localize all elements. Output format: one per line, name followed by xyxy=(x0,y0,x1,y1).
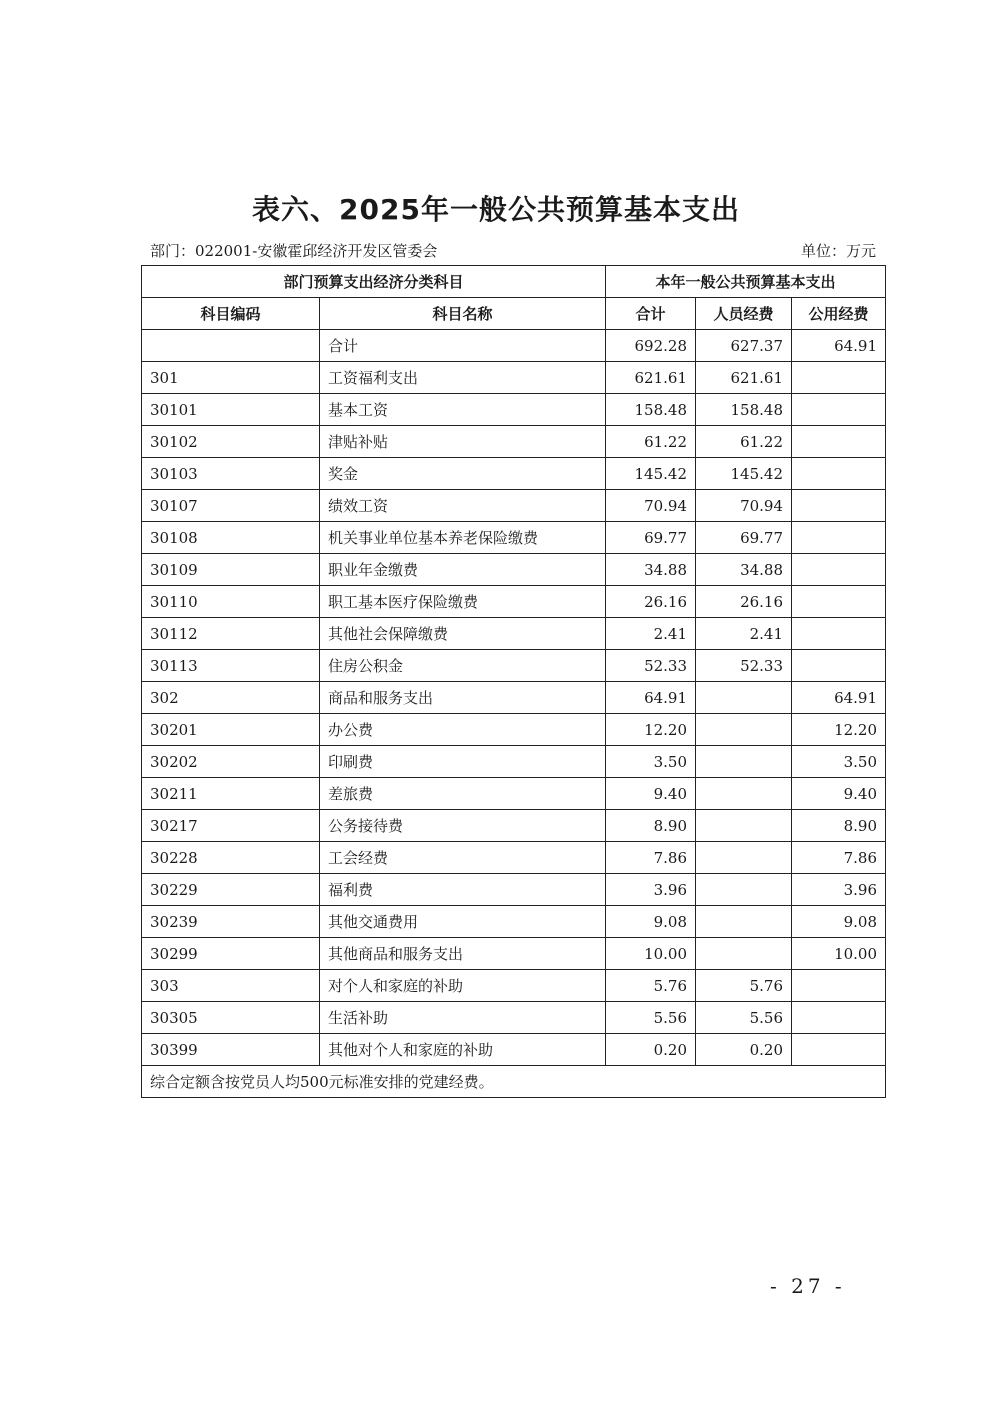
table-row xyxy=(142,1002,886,1034)
public-cell xyxy=(792,426,886,458)
name-cell: 基本工资 xyxy=(320,394,606,426)
public-cell xyxy=(792,490,886,522)
name-cell: 生活补助 xyxy=(320,1002,606,1034)
public-cell: 9.40 xyxy=(792,778,886,810)
table-row xyxy=(142,778,886,810)
code-cell: 30228 xyxy=(142,842,320,874)
public-cell xyxy=(792,458,886,490)
personnel-cell: 158.48 xyxy=(696,394,792,426)
name-cell: 公务接待费 xyxy=(320,810,606,842)
total-cell: 3.50 xyxy=(606,746,696,778)
personnel-cell: 70.94 xyxy=(696,490,792,522)
public-cell xyxy=(792,522,886,554)
code-cell: 30305 xyxy=(142,1002,320,1034)
name-cell: 奖金 xyxy=(320,458,606,490)
code-cell: 30399 xyxy=(142,1034,320,1066)
code-cell: 30211 xyxy=(142,778,320,810)
total-cell: 12.20 xyxy=(606,714,696,746)
total-cell: 9.40 xyxy=(606,778,696,810)
public-cell: 7.86 xyxy=(792,842,886,874)
personnel-cell: 621.61 xyxy=(696,362,792,394)
personnel-cell: 26.16 xyxy=(696,586,792,618)
note-row xyxy=(142,1066,886,1098)
public-cell: 8.90 xyxy=(792,810,886,842)
total-cell: 5.76 xyxy=(606,970,696,1002)
table-row xyxy=(142,650,886,682)
total-cell: 145.42 xyxy=(606,458,696,490)
total-cell: 64.91 xyxy=(606,682,696,714)
table-row xyxy=(142,362,886,394)
table-row xyxy=(142,458,886,490)
header-classification: 部门预算支出经济分类科目 xyxy=(142,266,606,298)
personnel-cell: 5.76 xyxy=(696,970,792,1002)
total-cell: 52.33 xyxy=(606,650,696,682)
public-cell: 3.96 xyxy=(792,874,886,906)
code-cell: 302 xyxy=(142,682,320,714)
public-cell xyxy=(792,586,886,618)
table-row xyxy=(142,938,886,970)
department-label: 部门：022001-安徽霍邱经济开发区管委会 xyxy=(150,242,438,260)
code-cell: 30103 xyxy=(142,458,320,490)
personnel-cell xyxy=(696,842,792,874)
header-column-row xyxy=(142,298,886,330)
name-cell: 合计 xyxy=(320,330,606,362)
total-cell: 34.88 xyxy=(606,554,696,586)
table-meta xyxy=(150,240,876,261)
code-cell: 30202 xyxy=(142,746,320,778)
total-cell: 70.94 xyxy=(606,490,696,522)
code-cell: 30101 xyxy=(142,394,320,426)
header-personnel: 人员经费 xyxy=(696,298,792,330)
name-cell: 对个人和家庭的补助 xyxy=(320,970,606,1002)
code-cell: 30102 xyxy=(142,426,320,458)
name-cell: 住房公积金 xyxy=(320,650,606,682)
total-cell: 8.90 xyxy=(606,810,696,842)
table-row xyxy=(142,522,886,554)
table-row xyxy=(142,554,886,586)
code-cell: 30201 xyxy=(142,714,320,746)
name-cell: 福利费 xyxy=(320,874,606,906)
name-cell: 工资福利支出 xyxy=(320,362,606,394)
personnel-cell: 34.88 xyxy=(696,554,792,586)
personnel-cell xyxy=(696,778,792,810)
public-cell xyxy=(792,1034,886,1066)
name-cell: 其他社会保障缴费 xyxy=(320,618,606,650)
total-cell: 26.16 xyxy=(606,586,696,618)
public-cell: 12.20 xyxy=(792,714,886,746)
personnel-cell: 52.33 xyxy=(696,650,792,682)
total-cell: 69.77 xyxy=(606,522,696,554)
name-cell: 商品和服务支出 xyxy=(320,682,606,714)
public-cell: 64.91 xyxy=(792,682,886,714)
code-cell: 30107 xyxy=(142,490,320,522)
personnel-cell xyxy=(696,874,792,906)
table-row xyxy=(142,970,886,1002)
code-cell: 30109 xyxy=(142,554,320,586)
total-cell: 61.22 xyxy=(606,426,696,458)
name-cell: 职工基本医疗保险缴费 xyxy=(320,586,606,618)
table-row xyxy=(142,586,886,618)
code-cell: 30229 xyxy=(142,874,320,906)
code-cell: 30239 xyxy=(142,906,320,938)
header-total: 合计 xyxy=(606,298,696,330)
page-number: - 27 - xyxy=(770,1274,846,1298)
table-row xyxy=(142,842,886,874)
name-cell: 其他对个人和家庭的补助 xyxy=(320,1034,606,1066)
personnel-cell xyxy=(696,682,792,714)
name-cell: 办公费 xyxy=(320,714,606,746)
personnel-cell: 5.56 xyxy=(696,1002,792,1034)
public-cell xyxy=(792,970,886,1002)
public-cell: 9.08 xyxy=(792,906,886,938)
public-cell: 3.50 xyxy=(792,746,886,778)
public-cell: 64.91 xyxy=(792,330,886,362)
personnel-cell xyxy=(696,746,792,778)
table-row xyxy=(142,426,886,458)
code-cell: 30113 xyxy=(142,650,320,682)
personnel-cell xyxy=(696,938,792,970)
code-cell xyxy=(142,330,320,362)
table-body xyxy=(142,330,886,1066)
public-cell xyxy=(792,554,886,586)
personnel-cell: 2.41 xyxy=(696,618,792,650)
table-row xyxy=(142,330,886,362)
personnel-cell xyxy=(696,906,792,938)
table-row xyxy=(142,394,886,426)
table-row xyxy=(142,746,886,778)
total-cell: 7.86 xyxy=(606,842,696,874)
personnel-cell: 69.77 xyxy=(696,522,792,554)
header-group-row xyxy=(142,266,886,298)
table-row xyxy=(142,874,886,906)
public-cell xyxy=(792,650,886,682)
total-cell: 0.20 xyxy=(606,1034,696,1066)
total-cell: 621.61 xyxy=(606,362,696,394)
code-cell: 301 xyxy=(142,362,320,394)
code-cell: 30112 xyxy=(142,618,320,650)
table-row xyxy=(142,490,886,522)
table-row xyxy=(142,810,886,842)
table-row xyxy=(142,1034,886,1066)
total-cell: 692.28 xyxy=(606,330,696,362)
header-public: 公用经费 xyxy=(792,298,886,330)
table-row xyxy=(142,618,886,650)
table-row xyxy=(142,682,886,714)
total-cell: 10.00 xyxy=(606,938,696,970)
table-row xyxy=(142,714,886,746)
code-cell: 30217 xyxy=(142,810,320,842)
name-cell: 其他商品和服务支出 xyxy=(320,938,606,970)
total-cell: 158.48 xyxy=(606,394,696,426)
public-cell xyxy=(792,618,886,650)
code-cell: 30108 xyxy=(142,522,320,554)
code-cell: 30110 xyxy=(142,586,320,618)
budget-table xyxy=(141,265,886,1098)
note-text: 综合定额含按党员人均500元标准安排的党建经费。 xyxy=(142,1066,886,1098)
code-cell: 30299 xyxy=(142,938,320,970)
public-cell xyxy=(792,362,886,394)
name-cell: 机关事业单位基本养老保险缴费 xyxy=(320,522,606,554)
total-cell: 2.41 xyxy=(606,618,696,650)
unit-label: 单位：万元 xyxy=(800,242,876,260)
name-cell: 职业年金缴费 xyxy=(320,554,606,586)
personnel-cell: 145.42 xyxy=(696,458,792,490)
personnel-cell: 61.22 xyxy=(696,426,792,458)
name-cell: 工会经费 xyxy=(320,842,606,874)
page-title: 表六、2025年一般公共预算基本支出 xyxy=(252,193,740,226)
code-cell: 303 xyxy=(142,970,320,1002)
header-code: 科目编码 xyxy=(142,298,320,330)
name-cell: 印刷费 xyxy=(320,746,606,778)
header-expenditure: 本年一般公共预算基本支出 xyxy=(606,266,886,298)
public-cell xyxy=(792,1002,886,1034)
table-row xyxy=(142,906,886,938)
name-cell: 津贴补贴 xyxy=(320,426,606,458)
total-cell: 5.56 xyxy=(606,1002,696,1034)
personnel-cell: 0.20 xyxy=(696,1034,792,1066)
header-name: 科目名称 xyxy=(320,298,606,330)
personnel-cell: 627.37 xyxy=(696,330,792,362)
total-cell: 9.08 xyxy=(606,906,696,938)
name-cell: 差旅费 xyxy=(320,778,606,810)
name-cell: 其他交通费用 xyxy=(320,906,606,938)
public-cell: 10.00 xyxy=(792,938,886,970)
public-cell xyxy=(792,394,886,426)
total-cell: 3.96 xyxy=(606,874,696,906)
personnel-cell xyxy=(696,714,792,746)
name-cell: 绩效工资 xyxy=(320,490,606,522)
personnel-cell xyxy=(696,810,792,842)
